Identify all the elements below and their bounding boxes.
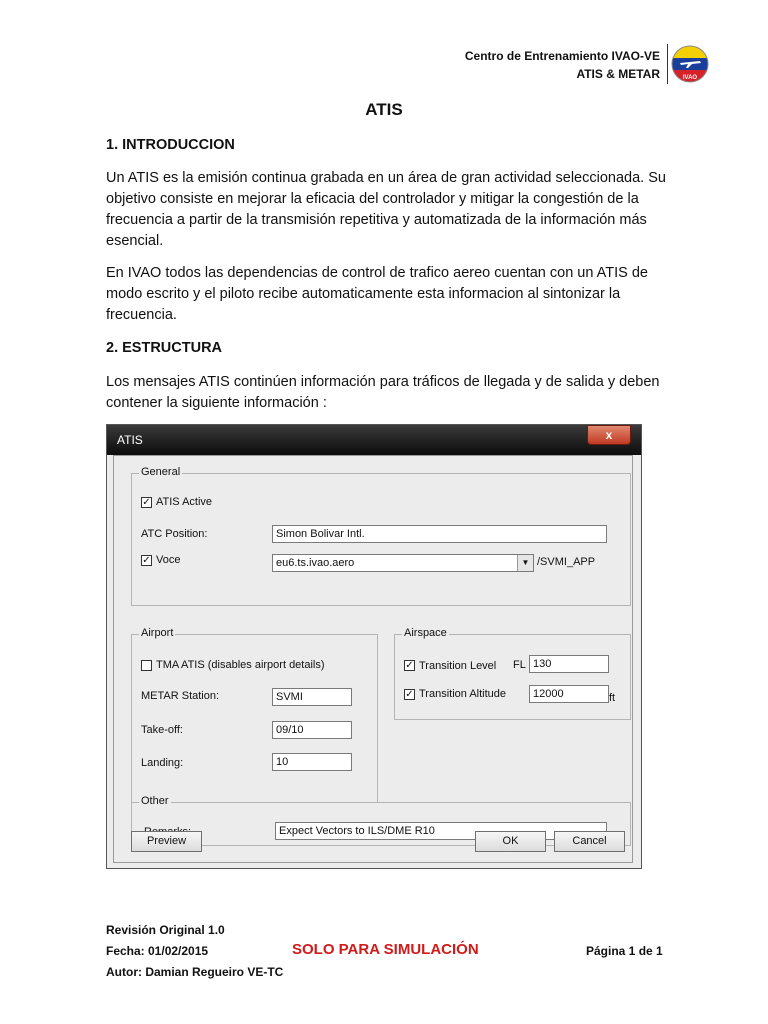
dialog-body bbox=[113, 455, 633, 863]
tma-atis-label: TMA ATIS (disables airport details) bbox=[156, 659, 325, 671]
general-group bbox=[131, 466, 631, 606]
footer-author: Autor: Damian Regueiro VE-TC bbox=[106, 965, 284, 979]
footer-date: Fecha: 01/02/2015 bbox=[106, 944, 209, 958]
section-heading-estructura: 2. ESTRUCTURA bbox=[106, 340, 223, 356]
document-header bbox=[465, 47, 660, 83]
transition-altitude-input[interactable]: 12000 bbox=[529, 685, 609, 703]
atc-position-input[interactable]: Simon Bolivar Intl. bbox=[272, 525, 607, 543]
page-number: Página 1 de 1 bbox=[586, 944, 663, 958]
atis-dialog bbox=[106, 424, 642, 869]
ivao-logo bbox=[670, 44, 710, 84]
voice-server-value: eu6.ts.ivao.aero bbox=[276, 557, 355, 569]
transition-altitude-label: Transition Altitude bbox=[419, 688, 507, 700]
paragraph-estructura: Los mensajes ATIS continúen información para tráficos de llegada y de salida y deben contener la siguiente información : bbox=[106, 374, 660, 411]
transition-altitude-unit: ft bbox=[609, 692, 616, 704]
airspace-legend: Airspace bbox=[404, 627, 447, 639]
landing-input[interactable]: 10 bbox=[272, 753, 352, 771]
metar-station-label: METAR Station: bbox=[141, 690, 220, 702]
airspace-group bbox=[394, 627, 631, 720]
simulation-notice: SOLO PARA SIMULACIÓN bbox=[292, 941, 479, 958]
general-legend: General bbox=[141, 466, 181, 478]
transition-altitude-checkbox[interactable]: ✓ bbox=[405, 689, 414, 700]
dialog-titlebar bbox=[107, 425, 641, 455]
voice-server-select[interactable] bbox=[272, 554, 534, 572]
chevron-down-icon[interactable]: ▼ bbox=[517, 555, 533, 571]
takeoff-input[interactable]: 09/10 bbox=[272, 721, 352, 739]
other-legend: Other bbox=[141, 795, 169, 807]
atis-active-label: ATIS Active bbox=[156, 496, 213, 508]
ok-button[interactable]: OK bbox=[475, 831, 546, 852]
page-title: ATIS bbox=[365, 100, 403, 119]
takeoff-label: Take-off: bbox=[141, 724, 183, 736]
preview-button[interactable]: Preview bbox=[131, 831, 202, 852]
voice-label: Voce bbox=[156, 554, 181, 566]
landing-label: Landing: bbox=[141, 757, 184, 769]
atis-active-checkbox[interactable]: ✓ bbox=[142, 497, 151, 508]
atc-position-label: ATC Position: bbox=[141, 528, 208, 540]
voice-checkbox[interactable]: ✓ bbox=[142, 555, 151, 566]
transition-level-checkbox[interactable]: ✓ bbox=[405, 660, 414, 671]
close-button[interactable]: x bbox=[587, 425, 631, 445]
metar-station-input[interactable]: SVMI bbox=[272, 688, 352, 706]
header-divider bbox=[667, 44, 668, 84]
logo-text: IVAO bbox=[682, 75, 698, 81]
paragraph-intro-2: En IVAO todos las dependencias de control de trafico aereo cuentan con un ATIS de modo escrito y el piloto recibe automaticamente esta informacion al sintonizar la frecuencia. bbox=[106, 265, 648, 323]
transition-level-input[interactable]: 130 bbox=[529, 655, 609, 673]
transition-level-prefix: FL bbox=[513, 659, 526, 671]
tma-atis-checkbox[interactable] bbox=[141, 660, 152, 671]
header-subtitle: ATIS & METAR bbox=[576, 67, 660, 81]
remarks-input[interactable]: Expect Vectors to ILS/DME R10 bbox=[275, 822, 607, 840]
dialog-title: ATIS bbox=[117, 433, 143, 447]
transition-level-label: Transition Level bbox=[419, 660, 497, 672]
footer-revision: Revisión Original 1.0 bbox=[106, 923, 225, 937]
cancel-button[interactable]: Cancel bbox=[554, 831, 625, 852]
paragraph-intro-1: Un ATIS es la emisión continua grabada en un área de gran actividad seleccionada. Su objetivo consiste en mejorar la eficacia del controlador y mitigar la congestión de la frecuencia a partir de la transmisión repetitiva y automatizada de la información más esencial. bbox=[106, 170, 666, 249]
footer-info bbox=[106, 920, 283, 983]
voice-channel-label: /SVMI_APP bbox=[537, 556, 596, 568]
airport-legend: Airport bbox=[141, 627, 174, 639]
header-org: Centro de Entrenamiento IVAO-VE bbox=[464, 49, 660, 63]
airport-group bbox=[131, 627, 378, 803]
section-heading-introduccion: 1. INTRODUCCION bbox=[106, 137, 235, 153]
